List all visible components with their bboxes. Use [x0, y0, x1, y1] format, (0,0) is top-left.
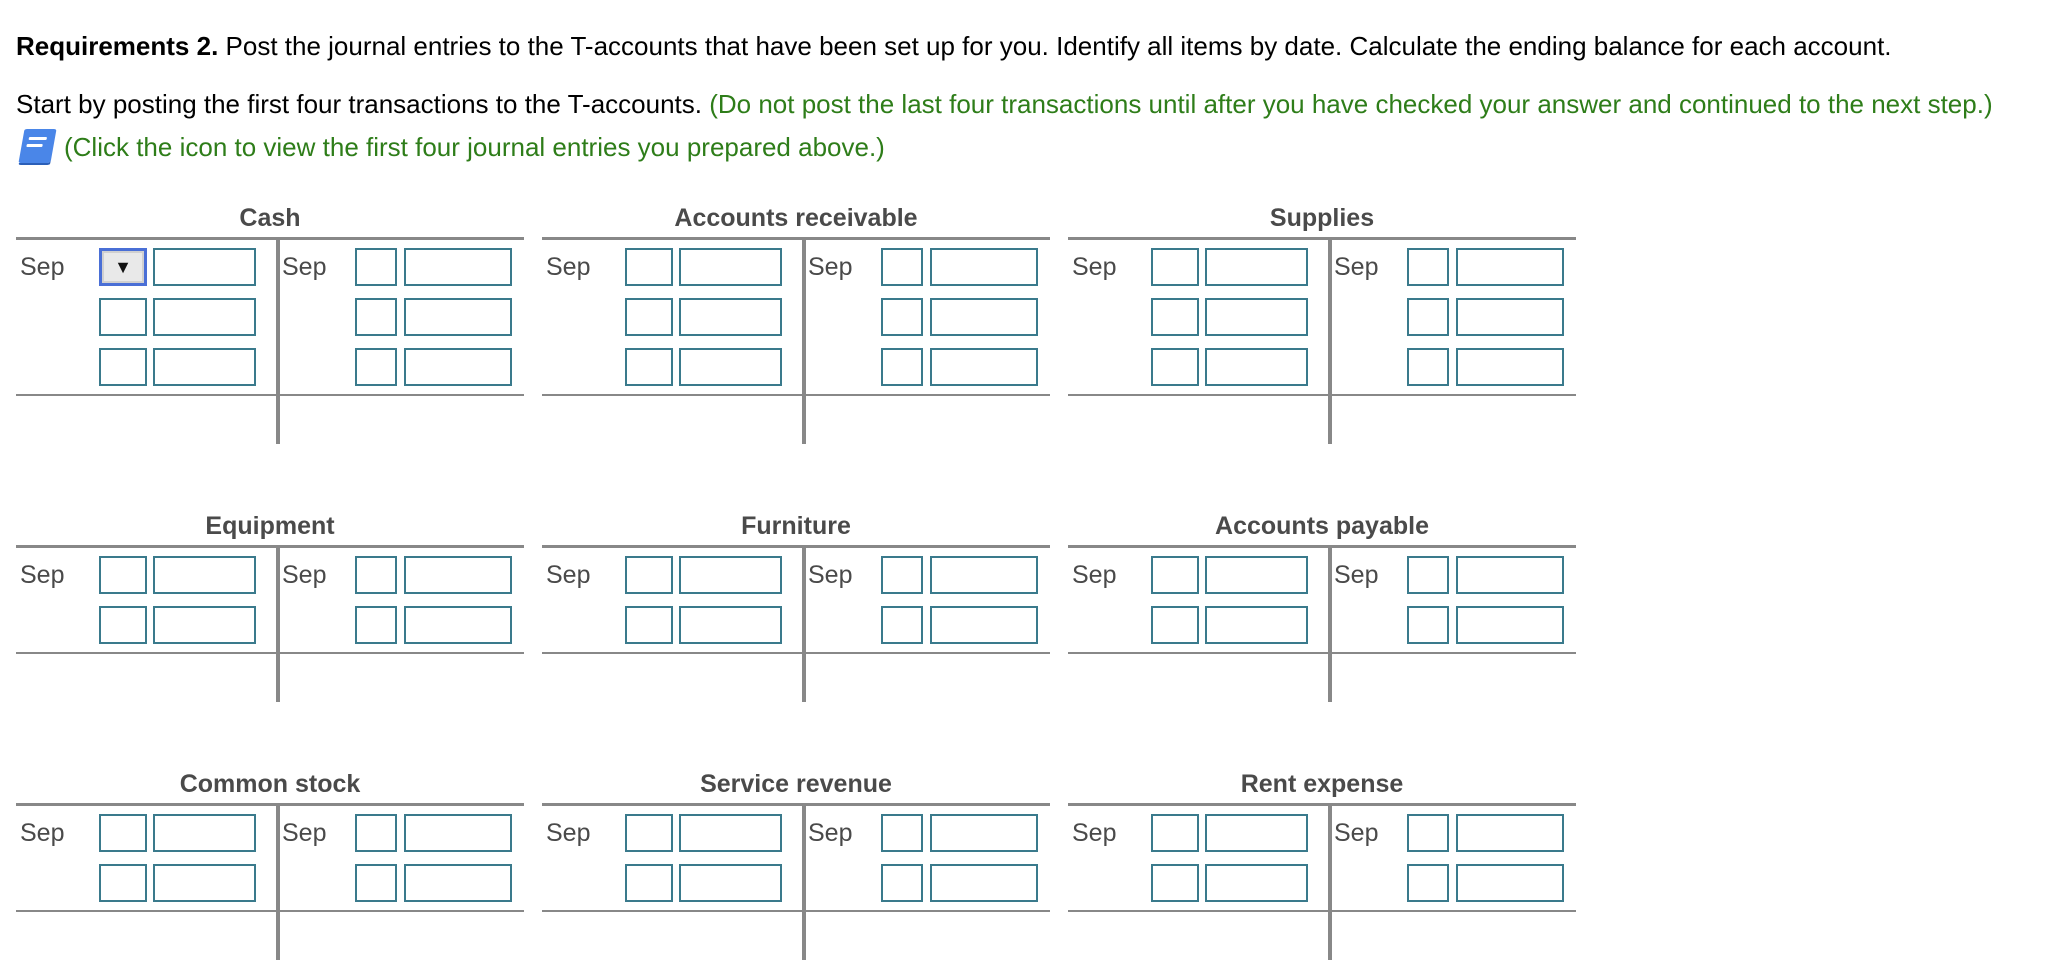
amount-input[interactable]	[930, 556, 1038, 594]
month-label: Sep	[282, 253, 327, 281]
amount-input[interactable]	[404, 864, 512, 902]
month-label: Sep	[1334, 819, 1379, 847]
t-account-title: Accounts payable	[1215, 512, 1429, 540]
t-account-top-rule	[542, 545, 1050, 548]
t-account-balance-rule	[1068, 394, 1576, 396]
date-input[interactable]	[355, 556, 397, 594]
amount-input[interactable]	[1456, 298, 1564, 336]
t-account-title: Accounts receivable	[674, 204, 918, 232]
date-input[interactable]	[355, 814, 397, 852]
t-account-title: Rent expense	[1240, 770, 1404, 798]
entry-row	[1332, 602, 1576, 644]
date-input[interactable]	[1407, 864, 1449, 902]
journal-book-icon[interactable]	[16, 126, 60, 166]
entry-row	[1332, 344, 1576, 386]
t-account-title: Service revenue	[700, 770, 892, 798]
posting-instruction-text: Start by posting the first four transactions to the T-accounts.	[16, 89, 710, 119]
entry-row	[806, 244, 1050, 286]
posting-instruction	[16, 88, 1993, 120]
t-account-balance-rule	[16, 652, 524, 654]
t-account-accounts-receivable	[542, 203, 1050, 446]
amount-input[interactable]	[1456, 248, 1564, 286]
amount-input[interactable]	[930, 606, 1038, 644]
date-input[interactable]	[1407, 298, 1449, 336]
t-account-balance-rule	[542, 394, 1050, 396]
amount-input[interactable]	[930, 864, 1038, 902]
t-account-balance-rule	[1068, 652, 1576, 654]
entry-row	[1068, 344, 1328, 386]
entry-row	[16, 552, 276, 594]
month-label: Sep	[808, 561, 853, 589]
month-label: Sep	[282, 819, 327, 847]
t-account-top-rule	[16, 237, 524, 240]
date-input[interactable]	[881, 556, 923, 594]
amount-input[interactable]	[679, 814, 782, 852]
amount-input[interactable]	[153, 348, 256, 386]
t-account-title: Equipment	[205, 512, 335, 540]
amount-input[interactable]	[930, 814, 1038, 852]
date-input[interactable]	[355, 864, 397, 902]
date-input[interactable]	[625, 606, 673, 644]
date-input[interactable]	[1407, 606, 1449, 644]
date-input[interactable]	[1407, 814, 1449, 852]
date-input[interactable]	[99, 348, 147, 386]
amount-input[interactable]	[404, 814, 512, 852]
dropdown-arrow-icon: ▼	[114, 257, 132, 277]
month-label: Sep	[282, 561, 327, 589]
amount-input[interactable]	[1456, 556, 1564, 594]
t-account-top-rule	[1068, 237, 1576, 240]
entry-row	[806, 552, 1050, 594]
entry-row	[280, 860, 524, 902]
entry-row	[1068, 860, 1328, 902]
entry-row	[16, 860, 276, 902]
entry-row	[542, 602, 802, 644]
entry-row	[542, 860, 802, 902]
entry-row	[806, 344, 1050, 386]
date-input[interactable]	[1407, 348, 1449, 386]
amount-input[interactable]	[1205, 606, 1308, 644]
amount-input[interactable]	[930, 348, 1038, 386]
t-account-service-revenue	[542, 769, 1050, 962]
entry-row	[1332, 552, 1576, 594]
amount-input[interactable]	[1456, 606, 1564, 644]
amount-input[interactable]	[679, 248, 782, 286]
date-input[interactable]	[625, 298, 673, 336]
date-input[interactable]	[625, 864, 673, 902]
entry-row	[280, 602, 524, 644]
date-input[interactable]	[881, 864, 923, 902]
amount-input[interactable]	[404, 348, 512, 386]
date-input[interactable]	[625, 556, 673, 594]
amount-input[interactable]	[679, 864, 782, 902]
t-account-cash	[16, 203, 524, 446]
t-account-title: Common stock	[179, 770, 361, 798]
date-input[interactable]	[1151, 606, 1199, 644]
entry-row	[542, 810, 802, 852]
entry-row	[1332, 860, 1576, 902]
amount-input[interactable]	[1456, 864, 1564, 902]
entry-row	[280, 294, 524, 336]
date-input[interactable]	[99, 298, 147, 336]
t-account-top-rule	[542, 237, 1050, 240]
amount-input[interactable]	[679, 348, 782, 386]
month-label: Sep	[1334, 253, 1379, 281]
entry-row	[16, 294, 276, 336]
amount-input[interactable]	[1205, 556, 1308, 594]
t-account-balance-rule	[542, 910, 1050, 912]
month-label: Sep	[20, 253, 65, 281]
t-account-title: Furniture	[741, 512, 851, 540]
entry-row	[1068, 810, 1328, 852]
entry-row	[1068, 294, 1328, 336]
date-input[interactable]	[1151, 298, 1199, 336]
t-account-top-rule	[1068, 545, 1576, 548]
month-label: Sep	[808, 819, 853, 847]
amount-input[interactable]	[930, 298, 1038, 336]
date-input[interactable]	[355, 248, 397, 286]
date-input[interactable]	[881, 606, 923, 644]
t-account-top-rule	[16, 545, 524, 548]
requirements-text: Post the journal entries to the T-accounts that have been set up for you. Identify all items by date. Calculate the ending balance for each account.	[218, 31, 1892, 61]
t-account-top-rule	[1068, 803, 1576, 806]
date-input[interactable]	[1151, 348, 1199, 386]
amount-input[interactable]	[153, 606, 256, 644]
t-account-balance-rule	[16, 394, 524, 396]
date-input[interactable]	[355, 348, 397, 386]
entry-row	[806, 602, 1050, 644]
t-account-supplies	[1068, 203, 1576, 446]
date-input[interactable]	[1151, 556, 1199, 594]
month-label: Sep	[546, 253, 591, 281]
amount-input[interactable]	[1205, 814, 1308, 852]
amount-input[interactable]	[1205, 298, 1308, 336]
t-account-furniture	[542, 511, 1050, 704]
amount-input[interactable]	[679, 298, 782, 336]
t-account-title: Supplies	[1269, 204, 1375, 232]
entry-row	[806, 810, 1050, 852]
date-input[interactable]	[881, 348, 923, 386]
entry-row	[1068, 602, 1328, 644]
month-label: Sep	[808, 253, 853, 281]
month-label: Sep	[1072, 819, 1117, 847]
date-input[interactable]	[1407, 556, 1449, 594]
amount-input[interactable]	[153, 814, 256, 852]
date-input[interactable]	[625, 814, 673, 852]
date-input[interactable]	[881, 298, 923, 336]
requirements-heading: Requirements 2.	[16, 31, 219, 61]
month-label: Sep	[1072, 561, 1117, 589]
t-account-common-stock	[16, 769, 524, 962]
amount-input[interactable]	[404, 606, 512, 644]
month-label: Sep	[546, 561, 591, 589]
entry-row	[1332, 294, 1576, 336]
month-label: Sep	[1072, 253, 1117, 281]
date-input[interactable]	[99, 864, 147, 902]
entry-row	[280, 810, 524, 852]
amount-input[interactable]	[679, 556, 782, 594]
amount-input[interactable]	[1205, 348, 1308, 386]
amount-input[interactable]	[404, 298, 512, 336]
t-account-top-rule	[16, 803, 524, 806]
date-input[interactable]	[625, 248, 673, 286]
month-label: Sep	[20, 561, 65, 589]
amount-input[interactable]	[153, 864, 256, 902]
date-input[interactable]	[881, 814, 923, 852]
amount-input[interactable]	[153, 556, 256, 594]
t-account-balance-rule	[16, 910, 524, 912]
date-input[interactable]	[99, 556, 147, 594]
entry-row	[280, 344, 524, 386]
entry-row	[1068, 552, 1328, 594]
amount-input[interactable]	[153, 298, 256, 336]
month-label: Sep	[20, 819, 65, 847]
entry-row	[16, 602, 276, 644]
t-account-balance-rule	[1068, 910, 1576, 912]
entry-row	[16, 810, 276, 852]
month-label: Sep	[546, 819, 591, 847]
amount-input[interactable]	[930, 248, 1038, 286]
date-input[interactable]	[355, 298, 397, 336]
entry-row	[1068, 244, 1328, 286]
entry-row	[542, 552, 802, 594]
amount-input[interactable]	[1456, 814, 1564, 852]
t-account-equipment	[16, 511, 524, 704]
date-input[interactable]	[1407, 248, 1449, 286]
date-input[interactable]	[625, 348, 673, 386]
entry-row	[280, 552, 524, 594]
amount-input[interactable]	[1205, 248, 1308, 286]
requirements-instruction	[16, 30, 1892, 62]
journal-link-text[interactable]: (Click the icon to view the first four journal entries you prepared above.)	[64, 131, 885, 162]
entry-row	[1332, 244, 1576, 286]
entry-row	[542, 344, 802, 386]
entry-row	[542, 294, 802, 336]
entry-row	[542, 244, 802, 286]
entry-row	[16, 244, 276, 286]
entry-row	[806, 294, 1050, 336]
amount-input[interactable]	[1205, 864, 1308, 902]
t-account-title: Cash	[239, 204, 301, 232]
amount-input[interactable]	[404, 556, 512, 594]
posting-instruction-note: (Do not post the last four transactions until after you have checked your answer and continued to the next step.)	[709, 89, 1993, 119]
amount-input[interactable]	[404, 248, 512, 286]
date-input[interactable]	[881, 248, 923, 286]
journal-link-line	[16, 129, 885, 169]
month-label: Sep	[1334, 561, 1379, 589]
entry-row	[806, 860, 1050, 902]
t-account-balance-rule	[542, 652, 1050, 654]
amount-input[interactable]	[153, 248, 256, 286]
entry-row	[1332, 810, 1576, 852]
date-input[interactable]	[99, 606, 147, 644]
date-input[interactable]	[99, 814, 147, 852]
date-input[interactable]	[1151, 814, 1199, 852]
entry-row	[16, 344, 276, 386]
amount-input[interactable]	[679, 606, 782, 644]
date-input[interactable]	[1151, 864, 1199, 902]
t-account-rent-expense	[1068, 769, 1576, 962]
date-select[interactable]	[99, 248, 147, 286]
amount-input[interactable]	[1456, 348, 1564, 386]
t-account-accounts-payable	[1068, 511, 1576, 704]
date-input[interactable]	[355, 606, 397, 644]
entry-row	[280, 244, 524, 286]
date-input[interactable]	[1151, 248, 1199, 286]
t-account-top-rule	[542, 803, 1050, 806]
